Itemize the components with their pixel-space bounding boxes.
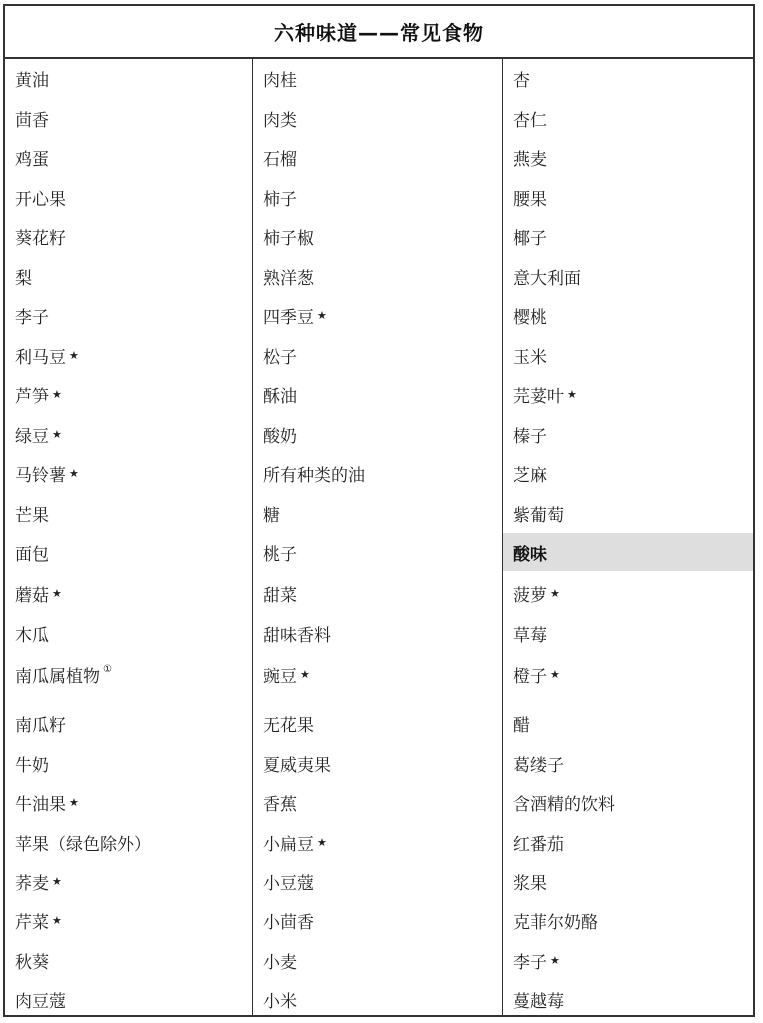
food-item-label: 开心果 — [15, 189, 66, 210]
food-item-label: 茴香 — [15, 110, 49, 131]
food-item-label: 牛奶 — [15, 755, 49, 776]
food-item-label: 小麦 — [263, 952, 297, 973]
food-item — [253, 614, 502, 652]
star-icon: ★ — [52, 387, 62, 401]
food-item-label: 小豆蔻 — [263, 873, 314, 894]
food-item — [5, 980, 252, 1018]
food-item — [503, 783, 753, 821]
food-item — [253, 533, 502, 571]
food-item-label: 小米 — [263, 991, 297, 1012]
category-header-label: 酸味 — [513, 544, 547, 565]
food-item-label: 秋葵 — [15, 952, 49, 973]
food-item-label: 所有种类的油 — [263, 465, 365, 486]
star-icon: ★ — [69, 466, 79, 480]
food-item-label: 芝麻 — [513, 465, 547, 486]
food-item-label: 熟洋葱 — [263, 268, 314, 289]
food-item — [5, 862, 252, 900]
food-item — [253, 862, 502, 900]
food-item-label: 柿子椒 — [263, 228, 314, 249]
food-item-label: 紫葡萄 — [513, 505, 564, 526]
food-item — [5, 783, 252, 821]
star-icon: ★ — [52, 586, 62, 600]
table-column-3 — [503, 59, 753, 1015]
food-item — [503, 823, 753, 861]
food-table — [3, 4, 755, 1017]
food-item-label: 马铃薯 — [15, 465, 66, 486]
food-item — [253, 375, 502, 413]
star-icon: ★ — [550, 953, 560, 967]
food-item-label: 醋 — [513, 715, 530, 736]
food-item-label: 黄油 — [15, 70, 49, 91]
food-item-label: 夏威夷果 — [263, 755, 331, 776]
food-item — [253, 494, 502, 532]
star-icon: ★ — [52, 913, 62, 927]
food-item — [253, 59, 502, 97]
food-item — [253, 138, 502, 176]
food-item — [503, 375, 753, 413]
star-icon: ★ — [52, 427, 62, 441]
food-item-label: 红番茄 — [513, 834, 564, 855]
table-column-1 — [5, 59, 253, 1015]
food-item-label: 石榴 — [263, 149, 297, 170]
food-item — [503, 59, 753, 97]
food-item — [253, 99, 502, 137]
food-item — [253, 901, 502, 939]
food-item-label: 松子 — [263, 347, 297, 368]
food-item-label: 甜味香料 — [263, 625, 331, 646]
food-item — [253, 783, 502, 821]
food-item-label: 芹菜 — [15, 912, 49, 933]
food-item — [503, 217, 753, 255]
food-item — [253, 704, 502, 742]
food-item — [503, 415, 753, 453]
category-header — [503, 533, 753, 571]
food-item-label: 面包 — [15, 544, 49, 565]
food-item — [253, 217, 502, 255]
food-item-label: 杏 — [513, 70, 530, 91]
star-icon: ★ — [69, 348, 79, 362]
food-item — [503, 99, 753, 137]
star-icon: ★ — [550, 667, 560, 681]
food-item-label: 含酒精的饮料 — [513, 794, 615, 815]
food-item — [5, 99, 252, 137]
food-item — [253, 296, 502, 334]
food-item — [253, 744, 502, 782]
food-item-label: 四季豆 — [263, 307, 314, 328]
food-item-label: 浆果 — [513, 873, 547, 894]
food-item — [503, 862, 753, 900]
star-icon: ★ — [69, 795, 79, 809]
star-icon: ★ — [300, 667, 310, 681]
food-item-label: 蘑菇 — [15, 585, 49, 606]
food-item-label: 酸奶 — [263, 426, 297, 447]
food-item-label: 芫荽叶 — [513, 386, 564, 407]
food-item — [5, 614, 252, 652]
food-item-label: 糖 — [263, 505, 280, 526]
food-item-label: 燕麦 — [513, 149, 547, 170]
food-item — [503, 901, 753, 939]
food-item-label: 橙子 — [513, 666, 547, 687]
food-item — [253, 574, 502, 612]
food-item — [5, 901, 252, 939]
star-icon: ★ — [567, 387, 577, 401]
food-item-label: 小茴香 — [263, 912, 314, 933]
food-item — [503, 296, 753, 334]
food-item-label: 李子 — [513, 952, 547, 973]
food-item-label: 肉类 — [263, 110, 297, 131]
food-item — [503, 257, 753, 295]
food-item — [5, 178, 252, 216]
food-item — [5, 257, 252, 295]
food-item-label: 杏仁 — [513, 110, 547, 131]
food-item-label: 草莓 — [513, 625, 547, 646]
food-item — [5, 59, 252, 97]
food-item-label: 葛缕子 — [513, 755, 564, 776]
food-item-label: 芦笋 — [15, 386, 49, 407]
food-item — [253, 336, 502, 374]
food-item — [503, 454, 753, 492]
star-icon: ★ — [550, 586, 560, 600]
food-item — [253, 257, 502, 295]
food-item — [503, 138, 753, 176]
food-item-label: 荞麦 — [15, 873, 49, 894]
food-item — [253, 178, 502, 216]
food-item — [503, 941, 753, 979]
food-item — [503, 494, 753, 532]
food-item-label: 芒果 — [15, 505, 49, 526]
food-item-label: 甜菜 — [263, 585, 297, 606]
food-item-label: 牛油果 — [15, 794, 66, 815]
star-icon: ★ — [52, 874, 62, 888]
food-item-label: 酥油 — [263, 386, 297, 407]
food-item-label: 鸡蛋 — [15, 149, 49, 170]
food-item — [5, 375, 252, 413]
food-item-label: 意大利面 — [513, 268, 581, 289]
food-item-label: 樱桃 — [513, 307, 547, 328]
food-item — [503, 655, 753, 693]
food-item-label: 香蕉 — [263, 794, 297, 815]
food-item — [253, 454, 502, 492]
food-item-label: 利马豆 — [15, 347, 66, 368]
food-item — [5, 217, 252, 255]
food-item-label: 腰果 — [513, 189, 547, 210]
food-item-label: 柿子 — [263, 189, 297, 210]
food-item-label: 蔓越莓 — [513, 991, 564, 1012]
food-item-label: 肉豆蔻 — [15, 991, 66, 1012]
food-item-label: 椰子 — [513, 228, 547, 249]
food-item — [5, 704, 252, 742]
food-item — [503, 980, 753, 1018]
footnote-marker: ① — [103, 663, 112, 675]
food-item — [5, 138, 252, 176]
food-item — [5, 655, 252, 693]
food-item-label: 肉桂 — [263, 70, 297, 91]
food-item-label: 葵花籽 — [15, 228, 66, 249]
food-item-label: 菠萝 — [513, 585, 547, 606]
food-item-label: 豌豆 — [263, 666, 297, 687]
food-item-label: 李子 — [15, 307, 49, 328]
food-item — [253, 823, 502, 861]
food-item — [503, 744, 753, 782]
food-item — [253, 655, 502, 693]
food-item-label: 木瓜 — [15, 625, 49, 646]
food-item — [253, 941, 502, 979]
table-title: 六种味道——常见食物 — [5, 6, 753, 59]
food-item — [5, 296, 252, 334]
food-item — [5, 533, 252, 571]
food-item-label: 南瓜属植物 — [15, 666, 100, 687]
food-item-label: 桃子 — [263, 544, 297, 565]
food-item — [503, 704, 753, 742]
food-item — [253, 980, 502, 1018]
food-item-label: 无花果 — [263, 715, 314, 736]
food-item — [5, 574, 252, 612]
food-item — [5, 415, 252, 453]
food-item — [5, 336, 252, 374]
table-column-2 — [253, 59, 503, 1015]
food-item — [503, 178, 753, 216]
food-item-label: 玉米 — [513, 347, 547, 368]
food-item-label: 梨 — [15, 268, 32, 289]
food-item-label: 榛子 — [513, 426, 547, 447]
food-item — [5, 744, 252, 782]
food-item — [5, 823, 252, 861]
food-item — [503, 614, 753, 652]
star-icon: ★ — [317, 308, 327, 322]
food-item — [5, 494, 252, 532]
food-item-label: 苹果（绿色除外） — [15, 834, 151, 855]
star-icon: ★ — [317, 835, 327, 849]
food-item — [503, 336, 753, 374]
food-item — [253, 415, 502, 453]
food-item — [503, 574, 753, 612]
food-item-label: 小扁豆 — [263, 834, 314, 855]
food-item — [5, 454, 252, 492]
food-item-label: 克菲尔奶酪 — [513, 912, 598, 933]
food-item-label: 南瓜籽 — [15, 715, 66, 736]
food-item-label: 绿豆 — [15, 426, 49, 447]
food-item — [5, 941, 252, 979]
